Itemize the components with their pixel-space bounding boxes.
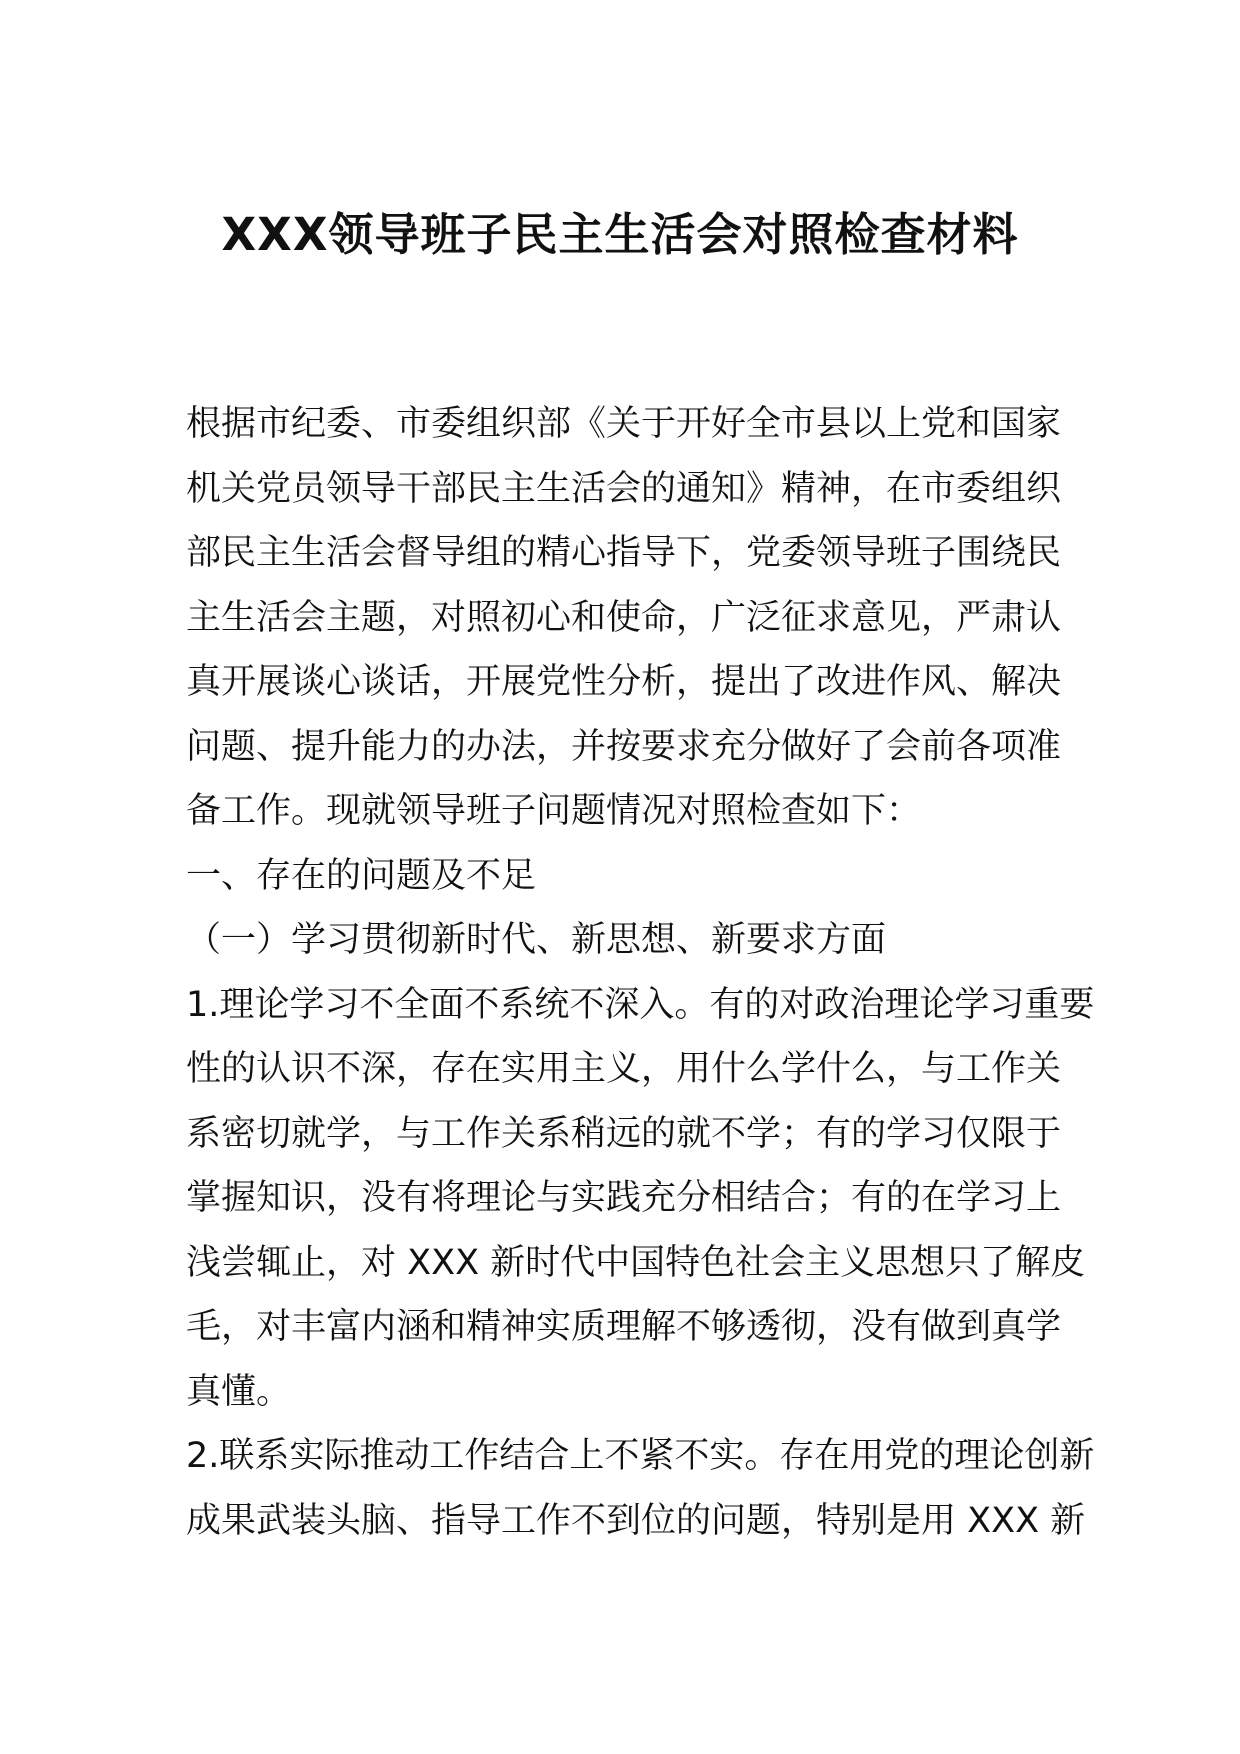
document-body: [186, 392, 1095, 1553]
body-line: 成果武装头脑、指导工作不到位的问题，特别是用 XXX 新: [186, 1500, 1086, 1541]
body-line: 1.理论学习不全面不系统不深入。有的对政治理论学习重要: [186, 984, 1095, 1025]
body-line: 一、存在的问题及不足: [186, 855, 537, 896]
body-line: 浅尝辄止，对 XXX 新时代中国特色社会主义思想只了解皮: [186, 1242, 1086, 1283]
body-line: 根据市纪委、市委组织部《关于开好全市县以上党和国家: [186, 404, 1062, 444]
body-line: 真开展谈心谈话，开展党性分析，提出了改进作风、解决: [186, 662, 1062, 702]
body-line: 备工作。现就领导班子问题情况对照检查如下：: [186, 791, 922, 831]
body-line: 系密切就学，与工作关系稍远的就不学；有的学习仅限于: [186, 1113, 1062, 1154]
body-line: 性的认识不深，存在实用主义，用什么学什么，与工作关: [186, 1049, 1062, 1089]
body-line: 真懂。: [186, 1371, 292, 1412]
body-line: （一）学习贯彻新时代、新思想、新要求方面: [186, 920, 887, 960]
body-line: 掌握知识，没有将理论与实践充分相结合；有的在学习上: [186, 1178, 1062, 1218]
body-line: 主生活会主题，对照初心和使命，广泛征求意见，严肃认: [186, 597, 1062, 638]
document-title: XXX领导班子民主生活会对照检查材料: [221, 208, 1019, 261]
body-line: 机关党员领导干部民主生活会的通知》精神，在市委组织: [186, 468, 1062, 509]
body-line: 2.联系实际推动工作结合上不紧不实。存在用党的理论创新: [186, 1436, 1095, 1476]
body-line: 毛，对丰富内涵和精神实质理解不够透彻，没有做到真学: [186, 1307, 1062, 1347]
body-line: 部民主生活会督导组的精心指导下，党委领导班子围绕民: [186, 533, 1062, 573]
body-line: 问题、提升能力的办法，并按要求充分做好了会前各项准: [186, 726, 1062, 767]
